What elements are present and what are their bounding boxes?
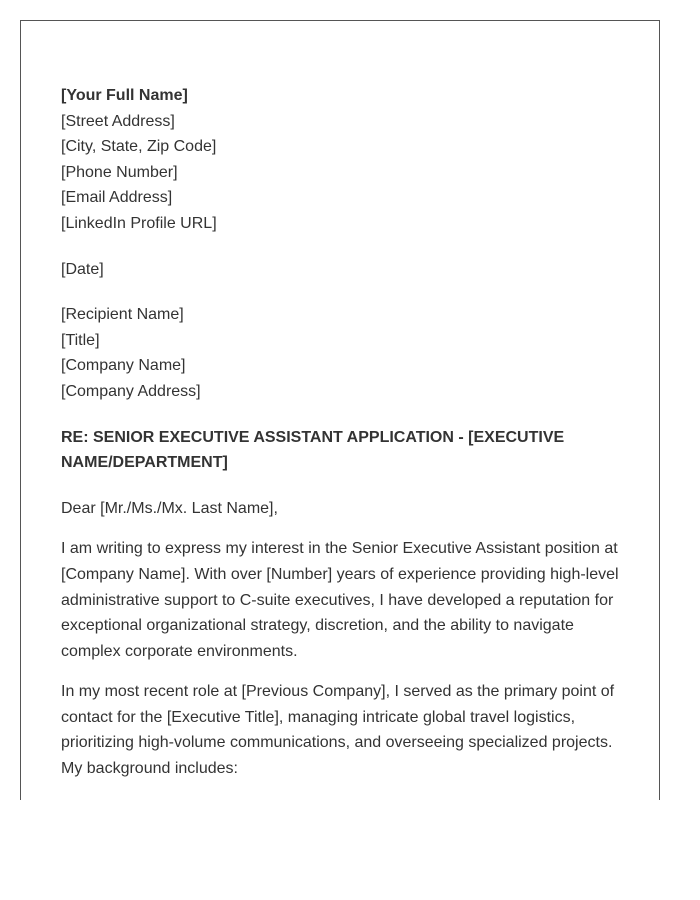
salutation: Dear [Mr./Ms./Mx. Last Name], [61, 499, 278, 517]
subject-line-1: RE: SENIOR EXECUTIVE ASSISTANT APPLICATION - [EXECUTIVE [61, 428, 565, 446]
sender-city: [City, State, Zip Code] [61, 138, 217, 156]
recipient-block [61, 302, 636, 404]
subject-line-2: NAME/DEPARTMENT] [61, 454, 228, 472]
paragraph-line: In my most recent role at [Previous Company], I served as the primary point of [61, 683, 615, 701]
sender-block [61, 83, 636, 237]
recipient-title: [Title] [61, 331, 100, 349]
paragraph-line: [Company Name]. With over [Number] years of experience providing high-level [61, 565, 619, 583]
letter-content [61, 83, 636, 782]
recipient-company: [Company Name] [61, 357, 186, 375]
sender-phone: [Phone Number] [61, 163, 178, 181]
paragraph-line: exceptional organizational strategy, discretion, and the ability to navigate [61, 617, 574, 635]
sender-street: [Street Address] [61, 112, 175, 130]
paragraph-line: prioritizing high-volume communications, and overseeing specialized projects. [61, 734, 613, 752]
letter-page [20, 20, 660, 800]
date-block [61, 257, 636, 283]
paragraph-line: administrative support to C-suite executives, I have developed a reputation for [61, 591, 614, 609]
body-paragraph-2 [61, 679, 636, 781]
sender-email: [Email Address] [61, 189, 173, 207]
paragraph-line: My background includes: [61, 760, 238, 778]
recipient-name: [Recipient Name] [61, 306, 184, 324]
letter-date: [Date] [61, 260, 104, 278]
sender-name: [Your Full Name] [61, 87, 188, 104]
recipient-address: [Company Address] [61, 382, 201, 400]
paragraph-line: complex corporate environments. [61, 642, 298, 660]
sender-linkedin: [LinkedIn Profile URL] [61, 214, 217, 232]
paragraph-line: I am writing to express my interest in the Senior Executive Assistant position at [61, 540, 618, 558]
paragraph-line: contact for the [Executive Title], managing intricate global travel logistics, [61, 708, 576, 726]
salutation-block [61, 496, 636, 522]
subject-block [61, 425, 636, 476]
body-paragraph-1 [61, 536, 636, 664]
